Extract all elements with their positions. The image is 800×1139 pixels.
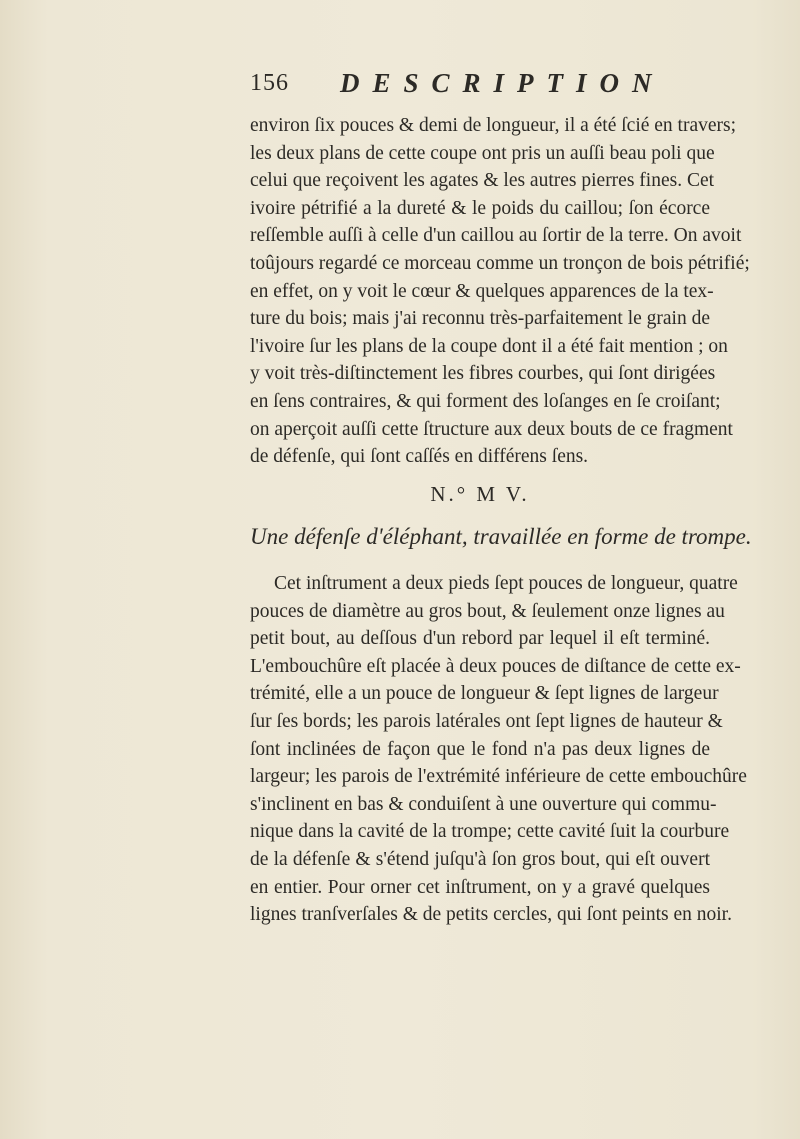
text-line: on aperçoit auſſi cette ſtructure aux deux bouts de ce fragment	[250, 418, 733, 440]
text-line: celui que reçoivent les agates & les autres pierres fines. Cet	[250, 170, 715, 192]
page-header	[250, 70, 710, 110]
text-line: l'ivoire ſur les plans de la coupe dont il a été fait mention ; on	[250, 335, 728, 357]
text-line: lignes tranſverſales & de petits cercles, qui ſont peints en noir.	[250, 904, 732, 926]
text-line: environ ſix pouces & demi de longueur, il a été ſcié en travers;	[250, 115, 737, 136]
text-line: petit bout, au deſſous d'un rebord par lequel il eſt terminé.	[250, 628, 710, 650]
text-line: trémité, elle a un pouce de longueur & ſept lignes de largeur	[250, 683, 719, 705]
text-line: L'embouchûre eſt placée à deux pouces de diſtance de cette ex-	[250, 655, 741, 677]
running-title: DESCRIPTION	[340, 68, 665, 98]
section-title: Une défenſe d'éléphant, travaillée en forme de trompe.	[250, 524, 752, 549]
text-line: s'inclinent en bas & conduiſent à une ouverture qui commu-	[250, 793, 717, 815]
text-line: ſont inclinées de façon que le fond n'a pas deux lignes de	[250, 738, 710, 760]
text-line: pouces de diamètre au gros bout, & ſeulement onze lignes au	[250, 600, 725, 622]
text-line: ſur ſes bords; les parois latérales ont ſept lignes de hauteur &	[250, 710, 723, 732]
paragraph-description	[250, 570, 747, 929]
text-line: nique dans la cavité de la trompe; cette cavité ſuit la courbure	[250, 821, 730, 843]
text-line: de défenſe, qui ſont caſſés en différens ſens.	[250, 446, 589, 468]
text-line: y voit très-diſtinctement les fibres courbes, qui ſont dirigées	[250, 363, 716, 385]
text-line: ture du bois; mais j'ai reconnu très-parfaitement le grain de	[250, 308, 710, 330]
text-line: en ſens contraires, & qui forment des loſanges en ſe croiſant;	[250, 390, 721, 412]
text-line: en effet, on y voit le cœur & quelques apparences de la tex-	[250, 280, 714, 302]
page-number: 156	[250, 70, 289, 96]
text-line: ivoire pétrifié a la dureté & le poids du caillou; ſon écorce	[250, 197, 710, 219]
text-line: toûjours regardé ce morceau comme un tronçon de bois pétrifié;	[250, 252, 750, 274]
text-line: de la défenſe & s'étend juſqu'à ſon gros bout, qui eſt ouvert	[250, 848, 710, 870]
text-line: les deux plans de cette coupe ont pris un auſſi beau poli que	[250, 142, 715, 164]
section-number: N.° M V.	[430, 482, 530, 506]
text-line: en entier. Pour orner cet inſtrument, on y a gravé quelques	[250, 876, 710, 898]
text-line: reſſemble auſſi à celle d'un caillou au ſortir de la terre. On avoit	[250, 225, 742, 247]
text-line: largeur; les parois de l'extrémité inférieure de cette embouchûre	[250, 766, 747, 788]
paragraph-continued	[250, 112, 750, 471]
text-line: Cet inſtrument a deux pieds ſept pouces de longueur, quatre	[274, 573, 738, 594]
